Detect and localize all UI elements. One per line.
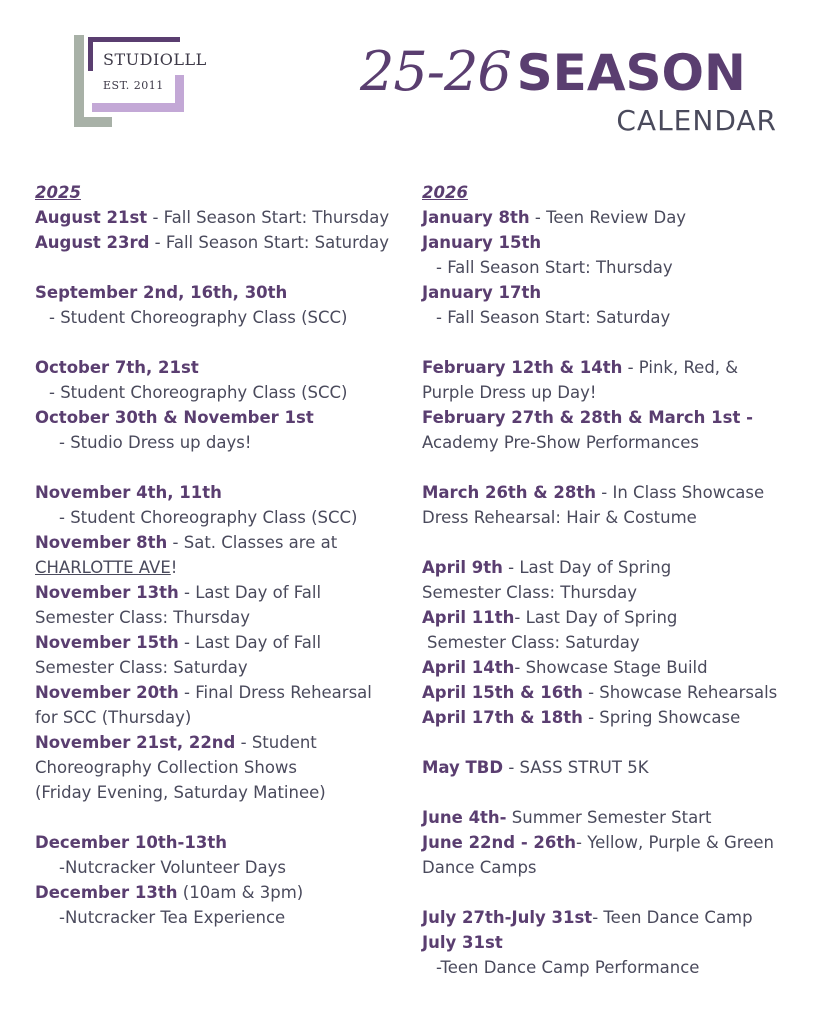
event-desc: -Teen Dance Camp Performance xyxy=(436,958,700,977)
event-line xyxy=(35,880,389,905)
event-line xyxy=(422,680,777,705)
logo-established: EST. 2011 xyxy=(103,79,164,92)
logo-gray-base xyxy=(74,117,112,127)
event-date: April 9th xyxy=(422,558,503,577)
event-line xyxy=(422,855,777,880)
event-desc: - Fall Season Start: Saturday xyxy=(149,233,389,252)
event-date: November 13th xyxy=(35,583,179,602)
event-date: May TBD xyxy=(422,758,504,777)
event-date: November 20th xyxy=(35,683,179,702)
event-line xyxy=(422,205,777,230)
event-date: August 23rd xyxy=(35,233,150,252)
page-subtitle: CALENDAR xyxy=(616,104,777,137)
event-desc: - Sat. Classes are at xyxy=(167,533,338,552)
event-line xyxy=(422,355,777,380)
event-line xyxy=(422,930,777,955)
event-line xyxy=(422,280,777,305)
logo-gray-bar xyxy=(74,35,84,127)
event-line xyxy=(422,755,777,780)
event-line xyxy=(422,255,777,280)
year-heading-2026: 2026 xyxy=(422,183,468,202)
event-desc: - Showcase Rehearsals xyxy=(582,683,778,702)
event-desc: - Student xyxy=(235,733,317,752)
event-line xyxy=(35,280,389,305)
title-season: SEASON xyxy=(516,44,746,102)
event-line xyxy=(422,430,777,455)
event-line xyxy=(35,655,389,680)
event-desc: - Student Choreography Class (SCC) xyxy=(59,508,358,527)
event-desc: Dance Camps xyxy=(422,858,537,877)
event-line xyxy=(35,730,389,755)
event-line xyxy=(35,830,389,855)
event-desc: - Last Day of Spring xyxy=(502,558,672,577)
event-date: June 22nd - 26th xyxy=(422,833,577,852)
event-desc: Choreography Collection Shows xyxy=(35,758,298,777)
event-line xyxy=(422,655,777,680)
event-line xyxy=(422,830,777,855)
event-line xyxy=(35,705,389,730)
event-desc: Academy Pre-Show Performances xyxy=(422,433,699,452)
event-desc: - Pink, Red, & xyxy=(622,358,739,377)
event-desc: Semester Class: Saturday xyxy=(35,658,248,677)
event-date: November 4th, 11th xyxy=(35,483,222,502)
event-date: April 15th & 16th xyxy=(422,683,583,702)
event-desc: - Last Day of Spring xyxy=(514,608,678,627)
event-desc: Dress Rehearsal: Hair & Costume xyxy=(422,508,697,527)
calendar-2026-column xyxy=(422,180,777,980)
calendar-2025-column xyxy=(35,180,389,930)
event-date: November 15th xyxy=(35,633,179,652)
event-desc: - SASS STRUT 5K xyxy=(503,758,649,777)
event-line xyxy=(35,580,389,605)
event-line xyxy=(35,780,389,805)
event-desc: - In Class Showcase xyxy=(596,483,765,502)
event-desc: - Last Day of Fall xyxy=(178,583,322,602)
event-date: January 15th xyxy=(422,233,542,252)
event-line xyxy=(422,555,777,580)
event-line xyxy=(35,230,389,255)
event-date: February 27th & 28th & March 1st - xyxy=(422,408,753,427)
event-line xyxy=(35,680,389,705)
event-line xyxy=(422,230,777,255)
event-desc: -Nutcracker Tea Experience xyxy=(59,908,286,927)
event-date: April 14th xyxy=(422,658,515,677)
event-line xyxy=(35,355,389,380)
event-desc: - Yellow, Purple & Green xyxy=(576,833,774,852)
event-line xyxy=(422,630,777,655)
title-year: 25-26 xyxy=(360,40,511,103)
event-desc: Semester Class: Thursday xyxy=(422,583,638,602)
event-line xyxy=(35,855,389,880)
event-line xyxy=(422,505,777,530)
event-line xyxy=(35,530,389,555)
event-date: December 13th xyxy=(35,883,178,902)
studio-logo xyxy=(74,35,219,130)
event-date: February 12th & 14th xyxy=(422,358,623,377)
logo-lilac-base xyxy=(92,103,184,112)
event-line xyxy=(35,905,389,930)
event-date: April 17th & 18th xyxy=(422,708,583,727)
event-desc: for SCC (Thursday) xyxy=(35,708,192,727)
event-date: March 26th & 28th xyxy=(422,483,597,502)
event-desc: - Teen Review Day xyxy=(529,208,687,227)
event-line xyxy=(35,380,389,405)
year-heading-2025: 2025 xyxy=(35,183,81,202)
event-line xyxy=(35,305,389,330)
event-date: November 8th xyxy=(35,533,168,552)
event-line xyxy=(422,380,777,405)
event-desc: Summer Semester Start xyxy=(506,808,712,827)
event-date: April 11th xyxy=(422,608,515,627)
event-desc: - Final Dress Rehearsal xyxy=(178,683,372,702)
logo-brand-name: STUDIOLLL xyxy=(103,50,207,69)
page-title xyxy=(360,40,746,103)
location-link[interactable]: CHARLOTTE AVE xyxy=(35,558,171,577)
event-line xyxy=(422,905,777,930)
event-line xyxy=(35,630,389,655)
event-line xyxy=(35,555,389,580)
event-date: July 27th-July 31st xyxy=(422,908,593,927)
event-date: October 30th & November 1st xyxy=(35,408,314,427)
event-line xyxy=(35,505,389,530)
event-desc: - Fall Season Start: Thursday xyxy=(147,208,390,227)
event-date: August 21st xyxy=(35,208,148,227)
event-desc: - Student Choreography Class (SCC) xyxy=(49,383,348,402)
event-line xyxy=(35,405,389,430)
event-line xyxy=(35,755,389,780)
event-date: January 8th xyxy=(422,208,530,227)
event-line xyxy=(35,605,389,630)
event-desc: - Teen Dance Camp xyxy=(592,908,753,927)
event-desc: - Spring Showcase xyxy=(582,708,741,727)
event-line xyxy=(422,605,777,630)
event-line xyxy=(422,805,777,830)
event-date: January 17th xyxy=(422,283,542,302)
event-line xyxy=(422,480,777,505)
event-desc: -Nutcracker Volunteer Days xyxy=(59,858,286,877)
event-line xyxy=(422,405,777,430)
event-line xyxy=(35,430,389,455)
event-line xyxy=(35,480,389,505)
event-desc: ! xyxy=(170,558,178,577)
event-desc: - Fall Season Start: Thursday xyxy=(436,258,673,277)
event-desc: Semester Class: Thursday xyxy=(35,608,251,627)
event-desc: Purple Dress up Day! xyxy=(422,383,597,402)
event-desc: Semester Class: Saturday xyxy=(427,633,640,652)
event-date: September 2nd, 16th, 30th xyxy=(35,283,288,302)
event-desc: (Friday Evening, Saturday Matinee) xyxy=(35,783,326,802)
event-desc: - Showcase Stage Build xyxy=(514,658,708,677)
event-desc: (10am & 3pm) xyxy=(177,883,304,902)
event-desc: - Fall Season Start: Saturday xyxy=(436,308,671,327)
event-line xyxy=(422,955,777,980)
event-date: November 21st, 22nd xyxy=(35,733,236,752)
event-desc: - Studio Dress up days! xyxy=(59,433,252,452)
event-desc: - Last Day of Fall xyxy=(178,633,322,652)
event-line xyxy=(422,705,777,730)
event-line xyxy=(422,305,777,330)
event-line xyxy=(35,205,389,230)
event-date: October 7th, 21st xyxy=(35,358,199,377)
event-date: July 31st xyxy=(422,933,503,952)
event-date: June 4th- xyxy=(422,808,507,827)
event-line xyxy=(422,580,777,605)
event-date: December 10th-13th xyxy=(35,833,227,852)
event-desc: - Student Choreography Class (SCC) xyxy=(49,308,348,327)
